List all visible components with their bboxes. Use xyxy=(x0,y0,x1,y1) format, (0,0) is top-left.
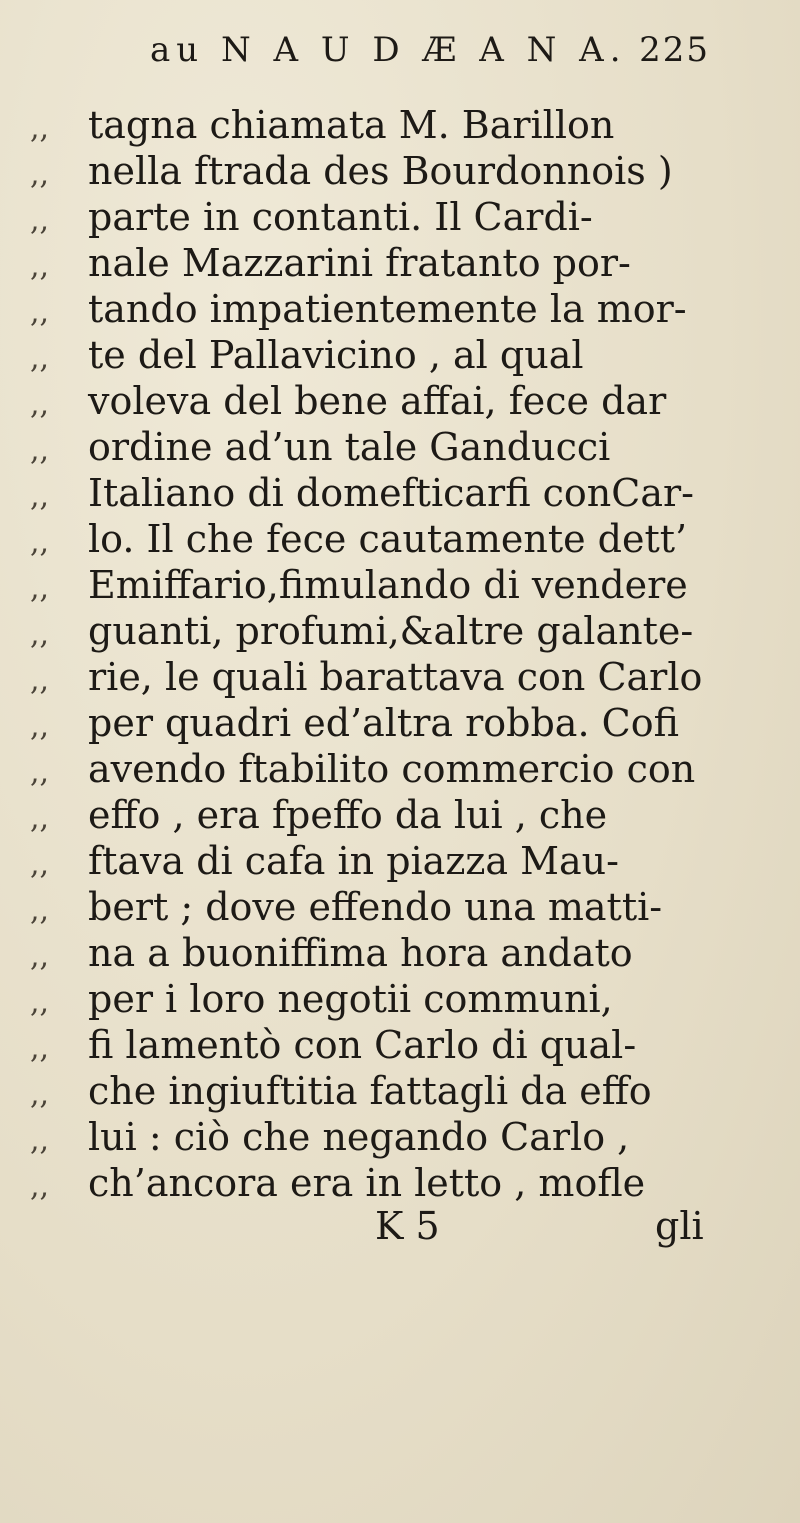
quote-mark: ,, xyxy=(30,479,50,514)
quote-mark: ,, xyxy=(30,203,50,238)
line-text: ftava di cafa in piazza Mau- xyxy=(88,839,619,883)
signature-mark: K 5 xyxy=(375,1204,440,1248)
text-line xyxy=(30,836,770,886)
text-line xyxy=(30,422,770,472)
text-line xyxy=(30,376,770,426)
text-line xyxy=(30,652,770,702)
quote-mark: ,, xyxy=(30,387,50,422)
quote-mark: ,, xyxy=(30,801,50,836)
text-line xyxy=(30,100,770,150)
quote-mark: ,, xyxy=(30,571,50,606)
quote-mark: ,, xyxy=(30,249,50,284)
quote-mark: ,, xyxy=(30,709,50,744)
text-line xyxy=(30,238,770,288)
text-line xyxy=(30,514,770,564)
page-number: 225 xyxy=(639,30,710,70)
quote-mark: ,, xyxy=(30,341,50,376)
catchword: gli xyxy=(655,1204,704,1248)
quote-mark: ,, xyxy=(30,157,50,192)
quote-mark: ,, xyxy=(30,525,50,560)
quote-mark: ,, xyxy=(30,985,50,1020)
quote-mark: ,, xyxy=(30,433,50,468)
quote-mark: ,, xyxy=(30,295,50,330)
quote-mark: ,, xyxy=(30,893,50,928)
line-text: nella ftrada des Bourdonnois ) xyxy=(88,149,673,193)
line-text: tando impatientemente la mor- xyxy=(88,287,687,331)
line-text: Emiffario,fimulando di vendere xyxy=(88,563,688,607)
quote-mark: ,, xyxy=(30,1031,50,1066)
running-header xyxy=(150,30,710,90)
text-line xyxy=(30,698,770,748)
line-text: parte in contanti. Il Cardi- xyxy=(88,195,593,239)
quote-mark: ,, xyxy=(30,1077,50,1112)
quote-mark: ,, xyxy=(30,663,50,698)
text-line xyxy=(30,974,770,1024)
text-line xyxy=(30,468,770,518)
text-line xyxy=(30,1158,770,1208)
line-text: nale Mazzarini fratanto por- xyxy=(88,241,631,285)
line-text: na a buoniffima hora andato xyxy=(88,931,633,975)
quote-mark: ,, xyxy=(30,617,50,652)
line-text: ch’ancora era in letto , mofle xyxy=(88,1161,646,1205)
line-text: guanti, profumi,&altre galante- xyxy=(88,609,694,653)
text-line xyxy=(30,284,770,334)
line-text: lui : ciò che negando Carlo , xyxy=(88,1115,630,1159)
quote-mark: ,, xyxy=(30,1123,50,1158)
text-line xyxy=(30,146,770,196)
line-text: lo. Il che fece cautamente dett’ xyxy=(88,517,688,561)
line-text: per i loro negotii communi, xyxy=(88,977,613,1021)
text-line xyxy=(30,882,770,932)
line-text: voleva del bene affai, fece dar xyxy=(88,379,667,423)
line-text: ordine ad’un tale Ganducci xyxy=(88,425,611,469)
text-line xyxy=(30,1112,770,1162)
text-line xyxy=(30,330,770,380)
quote-mark: ,, xyxy=(30,755,50,790)
running-title: au N A U D Æ A N A. xyxy=(150,30,627,70)
line-text: Italiano di domefticarfi conCar- xyxy=(88,471,694,515)
quote-mark: ,, xyxy=(30,1169,50,1204)
text-line xyxy=(30,560,770,610)
line-text: te del Pallavicino , al qual xyxy=(88,333,584,377)
text-line xyxy=(30,1020,770,1070)
line-text: per quadri ed’altra robba. Cofi xyxy=(88,701,679,745)
text-line xyxy=(30,606,770,656)
text-line xyxy=(30,1066,770,1116)
text-line xyxy=(30,790,770,840)
line-text: avendo ftabilito commercio con xyxy=(88,747,696,791)
text-line xyxy=(30,192,770,242)
line-text: rie, le quali barattava con Carlo xyxy=(88,655,703,699)
line-text: tagna chiamata M. Barillon xyxy=(88,103,615,147)
line-text: che ingiuftitia fattagli da effo xyxy=(88,1069,652,1113)
line-text: fi lamentò con Carlo di qual- xyxy=(88,1023,637,1067)
quote-mark: ,, xyxy=(30,111,50,146)
quote-mark: ,, xyxy=(30,939,50,974)
line-text: bert ; dove effendo una matti- xyxy=(88,885,663,929)
text-line xyxy=(30,744,770,794)
text-line xyxy=(30,928,770,978)
quote-mark: ,, xyxy=(30,847,50,882)
line-text: effo , era fpeffo da lui , che xyxy=(88,793,608,837)
page-footer xyxy=(0,1204,800,1254)
